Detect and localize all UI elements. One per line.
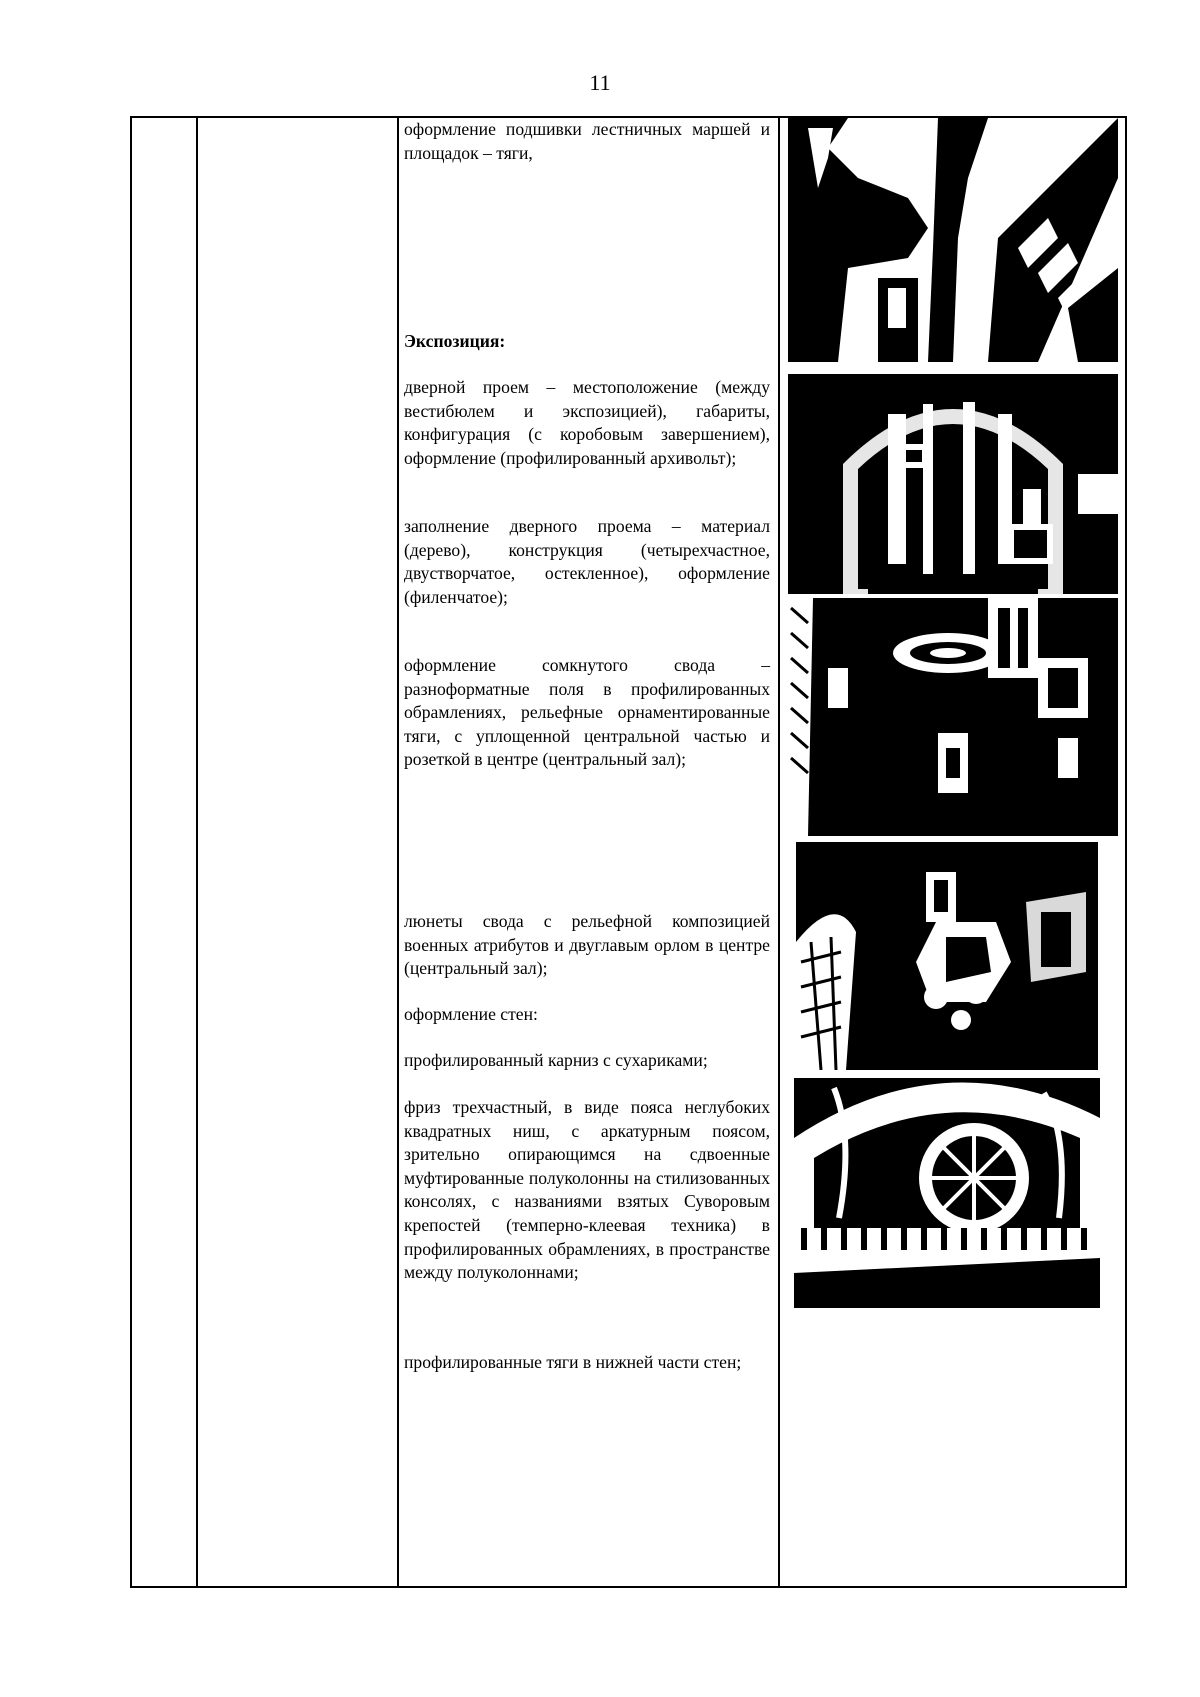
paragraph-doorway: дверной проем – местоположение (между вестибюлем и экспозицией), габариты, конфигурация (с коробовым завершением), оформление (профилированный архивольт); bbox=[404, 377, 770, 468]
paragraph-door-filling: заполнение дверного проема – материал (дерево), конструкция (четырехчастное, двустворчатое, остекленное), оформление (филенчатое); bbox=[404, 516, 770, 607]
table-frame bbox=[130, 116, 1127, 1588]
photo-frieze-arcade bbox=[794, 1078, 1100, 1308]
photo-arched-doorway bbox=[788, 374, 1118, 594]
section-heading-exposition: Экспозиция: bbox=[404, 331, 506, 351]
column-divider-1 bbox=[196, 118, 198, 1586]
column-divider-2 bbox=[397, 118, 399, 1586]
paragraph-lower-wall-rods: профилированные тяги в нижней части стен; bbox=[404, 1352, 742, 1372]
paragraph-cornice: профилированный карниз с сухариками; bbox=[404, 1050, 708, 1070]
paragraph-frieze: фриз трехчастный, в виде пояса неглубоких квадратных ниш, с аркатурным поясом, зрительно опирающимся на сдвоенные муфтированные полуколонны на стилизованных консолях, с названиями взятых Суворовым крепостей (темперно-клеевая техника) в профилированных обрамлениях, в пространстве между полуколоннами; bbox=[404, 1097, 770, 1283]
description-column bbox=[404, 118, 770, 1586]
paragraph-lunettes: люнеты свода с рельефной композицией военных атрибутов и двуглавым орлом в центре (центральный зал); bbox=[404, 911, 770, 979]
page-number: 11 bbox=[589, 70, 611, 95]
paragraph-closed-vault: оформление сомкнутого свода – разноформатные поля в профилированных обрамлениях, рельефные орнаментированные тяги, с уплощенной центральной частью и розеткой в центре (центральный зал); bbox=[404, 655, 770, 770]
paragraph-stair-soffit: оформление подшивки лестничных маршей и площадок – тяги, bbox=[404, 119, 770, 163]
column-divider-3 bbox=[778, 118, 780, 1586]
photo-closed-vault bbox=[788, 598, 1118, 836]
photo-lunette-eagle bbox=[796, 842, 1098, 1070]
photo-staircase bbox=[788, 118, 1118, 362]
paragraph-walls: оформление стен: bbox=[404, 1004, 538, 1024]
